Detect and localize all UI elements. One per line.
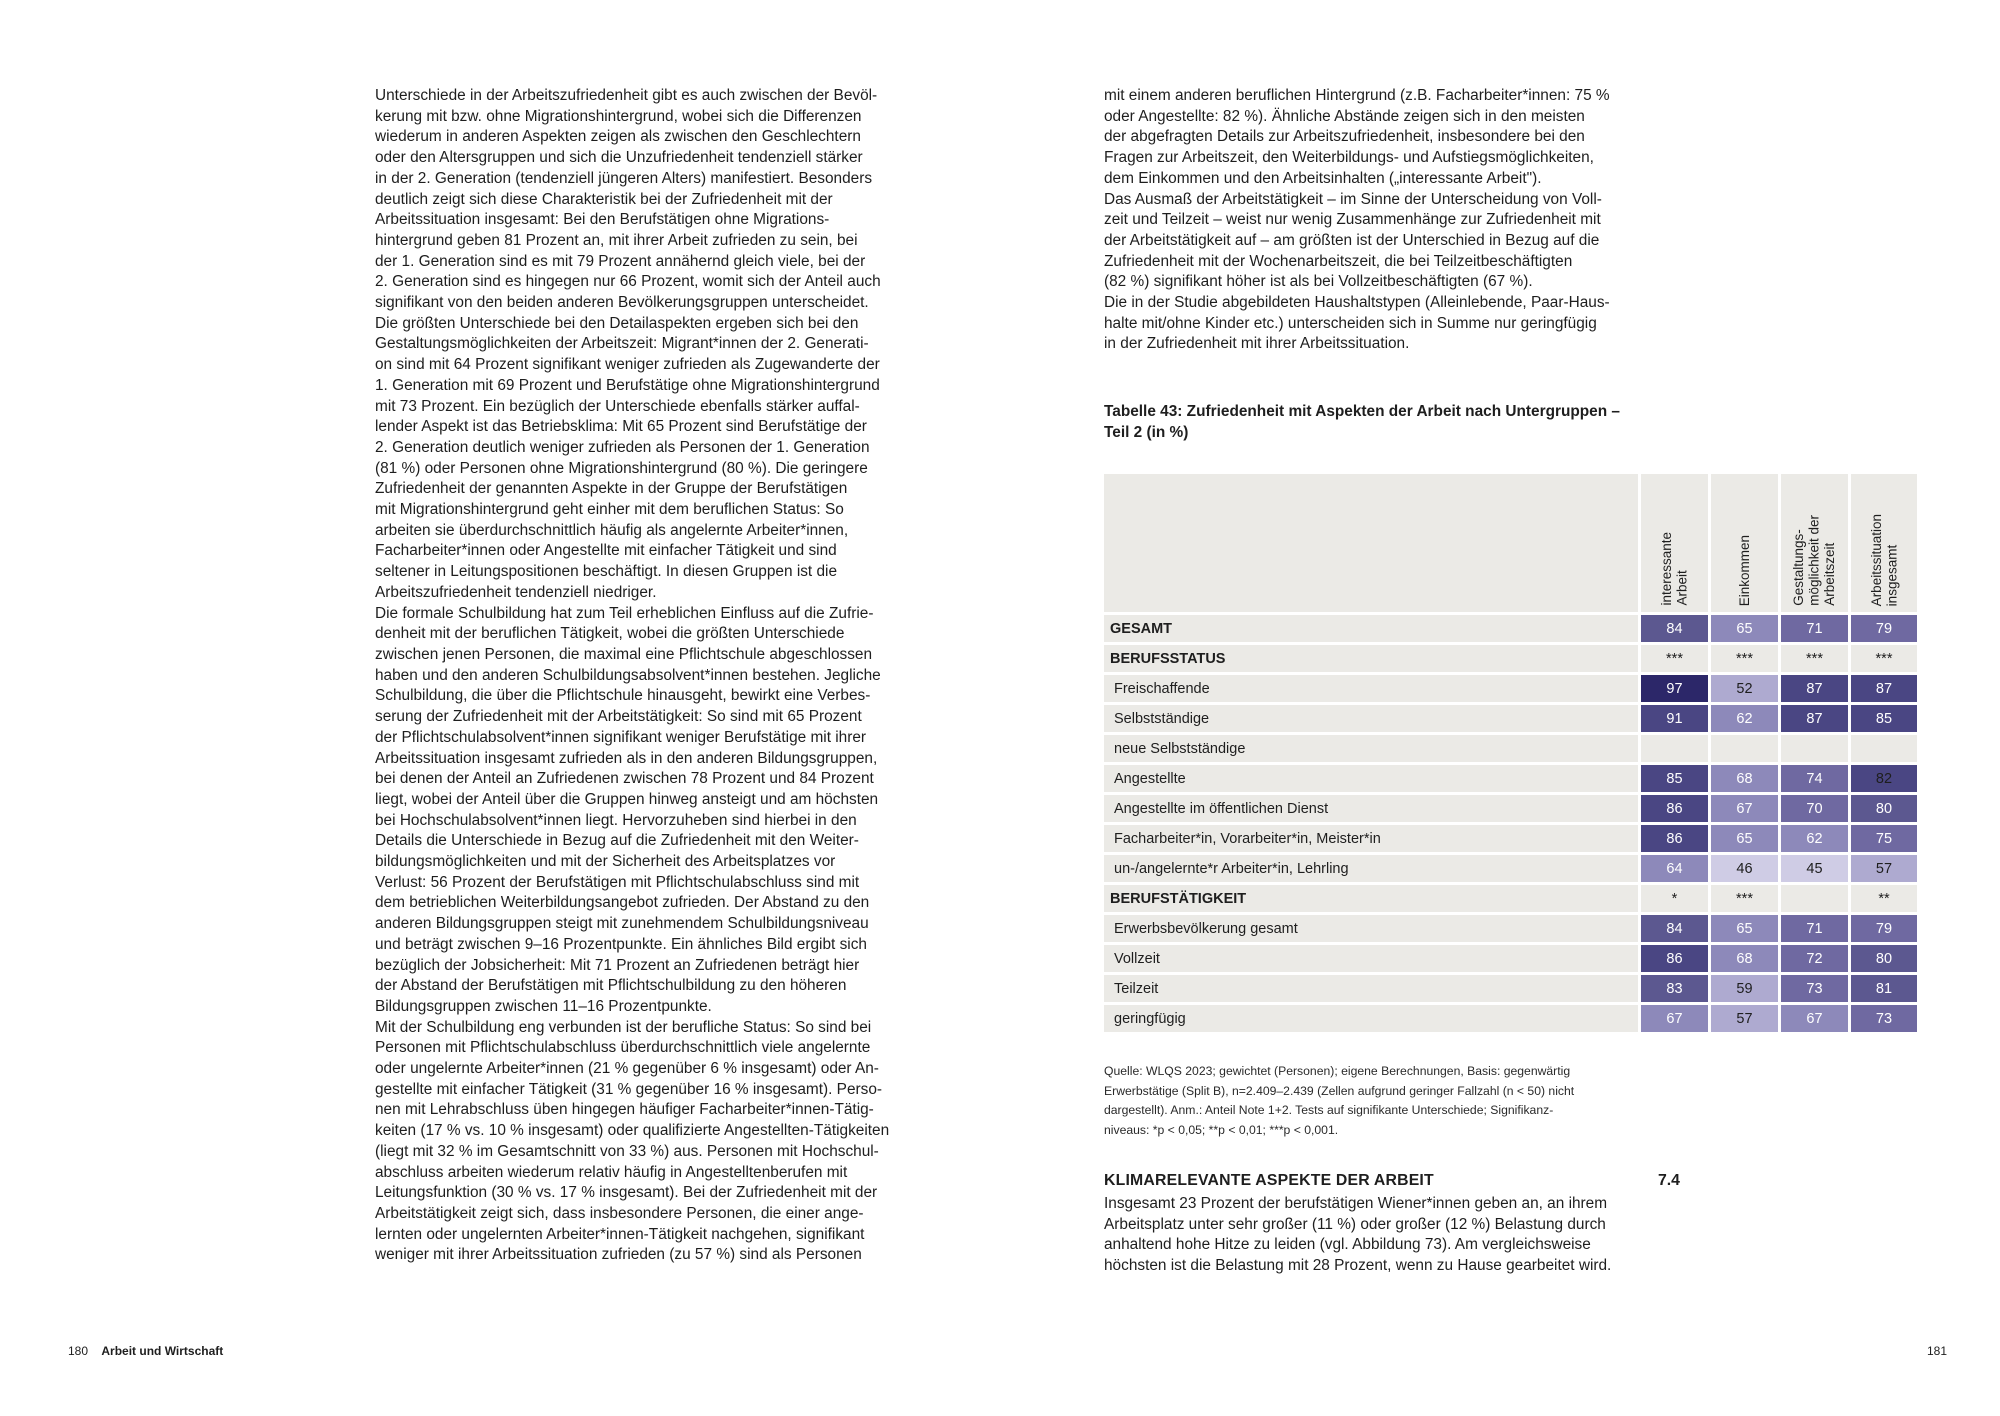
section-line: Arbeitsplatz unter sehr großer (11 %) oder großer (12 %) Belastung durch bbox=[1104, 1215, 1606, 1233]
table-title-line: Teil 2 (in %) bbox=[1104, 424, 1189, 441]
value-cell: 82 bbox=[1851, 765, 1917, 792]
value-cell: 65 bbox=[1711, 615, 1778, 642]
body-line: bezüglich der Jobsicherheit: Mit 71 Prozent an Zufriedenen beträgt hier bbox=[375, 956, 860, 974]
source-line: Quelle: WLQS 2023; gewichtet (Personen); eigene Berechnungen, Basis: gegenwärtig bbox=[1104, 1064, 1571, 1078]
row-label: Teilzeit bbox=[1104, 975, 1638, 1002]
value-cell: *** bbox=[1711, 885, 1778, 912]
row-label: Angestellte im öffentlichen Dienst bbox=[1104, 795, 1638, 822]
body-line: denheit mit der beruflichen Tätigkeit, wobei die größten Unterschiede bbox=[375, 625, 845, 643]
body-line: Die größten Unterschiede bei den Detailaspekten ergeben sich bei den bbox=[375, 314, 859, 332]
value-cell: ** bbox=[1851, 885, 1917, 912]
value-cell: 83 bbox=[1641, 975, 1708, 1002]
body-line: oder ungelernte Arbeiter*innen (21 % gegenüber 6 % insgesamt) oder An- bbox=[375, 1060, 879, 1078]
body-line: mit Migrationshintergrund geht einher mit dem beruflichen Status: So bbox=[375, 501, 844, 519]
body-line: Leitungsfunktion (30 % vs. 17 % insgesamt). Bei der Zufriedenheit mit der bbox=[375, 1184, 878, 1202]
source-line: dargestellt). Anm.: Anteil Note 1+2. Tests auf signifikante Unterschiede; Signifikanz- bbox=[1104, 1103, 1554, 1117]
value-cell: 68 bbox=[1711, 765, 1778, 792]
value-cell: 70 bbox=[1781, 795, 1848, 822]
source-line: Erwerbstätige (Split B), n=2.409–2.439 (Zellen aufgrund geringer Fallzahl (n < 50) nicht bbox=[1104, 1083, 1575, 1098]
body-line: Fragen zur Arbeitszeit, den Weiterbildungs- und Aufstiegsmöglichkeiten, bbox=[1104, 149, 1594, 167]
value-cell: 80 bbox=[1851, 795, 1917, 822]
value-cell: 74 bbox=[1781, 765, 1848, 792]
source-line: niveaus: *p < 0,05; **p < 0,01; ***p < 0,001. bbox=[1104, 1122, 1339, 1137]
body-line: der abgefragten Details zur Arbeitszufriedenheit, insbesondere bei den bbox=[1104, 128, 1585, 146]
body-line: Das Ausmaß der Arbeitstätigkeit – im Sinne der Unterscheidung von Voll- bbox=[1104, 190, 1602, 208]
body-line: dem Einkommen und den Arbeitsinhalten („interessante Arbeit"). bbox=[1104, 169, 1542, 187]
value-cell: 71 bbox=[1781, 615, 1848, 642]
value-cell: 86 bbox=[1641, 945, 1708, 972]
body-line: 2. Generation deutlich weniger zufrieden als Personen der 1. Generation bbox=[375, 438, 870, 456]
body-line: Mit der Schulbildung eng verbunden ist der berufliche Status: So sind bei bbox=[375, 1018, 872, 1036]
value-cell: 81 bbox=[1851, 975, 1917, 1002]
value-cell: 97 bbox=[1641, 675, 1708, 702]
value-cell: 91 bbox=[1641, 705, 1708, 732]
value-cell bbox=[1781, 885, 1848, 912]
value-cell: 85 bbox=[1641, 765, 1708, 792]
value-cell: *** bbox=[1641, 645, 1708, 672]
body-line: nen mit Lehrabschluss üben hingegen häufiger Facharbeiter*innen-Tätig- bbox=[375, 1101, 874, 1119]
body-line: kerung mit bzw. ohne Migrationshintergrund, wobei sich die Differenzen bbox=[375, 107, 862, 125]
satisfaction-table bbox=[1104, 474, 1917, 1032]
table-row bbox=[1104, 615, 1917, 642]
body-line: Die in der Studie abgebildeten Haushaltstypen (Alleinlebende, Paar-Haus- bbox=[1104, 294, 1610, 312]
value-cell: 87 bbox=[1781, 705, 1848, 732]
body-line: hintergrund geben 81 Prozent an, mit ihrer Arbeit zufrieden zu sein, bei bbox=[375, 231, 858, 249]
table-row bbox=[1104, 975, 1917, 1002]
row-label: Selbstständige bbox=[1104, 705, 1638, 732]
column-header-line: Einkommen bbox=[1736, 534, 1752, 606]
body-line: in der 2. Generation (tendenziell jüngeren Alters) manifestiert. Besonders bbox=[375, 169, 873, 187]
page-number-right: 181 bbox=[1927, 1344, 1948, 1358]
value-cell: 67 bbox=[1781, 1005, 1848, 1032]
body-line: oder den Altersgruppen und sich die Unzufriedenheit tendenziell stärker bbox=[375, 149, 863, 167]
value-cell: 57 bbox=[1851, 855, 1917, 882]
value-cell: 84 bbox=[1641, 915, 1708, 942]
body-line: Personen mit Pflichtschulabschluss überdurchschnittlich viele angelernte bbox=[375, 1039, 871, 1057]
body-line: halte mit/ohne Kinder etc.) unterscheiden sich in Summe nur geringfügig bbox=[1104, 314, 1597, 332]
body-line: mit einem anderen beruflichen Hintergrund (z.B. Facharbeiter*innen: 75 % bbox=[1104, 87, 1610, 104]
row-label: Freischaffende bbox=[1104, 675, 1638, 702]
footer-left bbox=[68, 1344, 223, 1358]
table-row bbox=[1104, 795, 1917, 822]
table-row bbox=[1104, 765, 1917, 792]
row-label: Angestellte bbox=[1104, 765, 1638, 792]
table-row bbox=[1104, 705, 1917, 732]
row-label: BERUFSTÄTIGKEIT bbox=[1104, 885, 1638, 912]
body-line: Details die Unterschiede in Bezug auf die Zufriedenheit mit den Weiter- bbox=[375, 832, 859, 850]
table-header-blank bbox=[1104, 474, 1638, 612]
row-label: Facharbeiter*in, Vorarbeiter*in, Meister*in bbox=[1104, 825, 1638, 852]
section-number: 7.4 bbox=[1658, 1172, 1680, 1189]
column-header-line: möglichkeit der bbox=[1806, 515, 1822, 606]
body-line: Gestaltungsmöglichkeiten der Arbeitszeit: Migrant*innen der 2. Generati- bbox=[375, 335, 869, 353]
value-cell bbox=[1851, 735, 1917, 762]
column-header-line: interessante bbox=[1659, 532, 1674, 606]
value-cell: 79 bbox=[1851, 915, 1917, 942]
body-line: Arbeitstätigkeit zeigt sich, dass insbesondere Personen, die einer ange- bbox=[375, 1204, 864, 1222]
body-line: Facharbeiter*innen oder Angestellte mit einfacher Tätigkeit und sind bbox=[375, 542, 837, 560]
table-row bbox=[1104, 825, 1917, 852]
table-row bbox=[1104, 645, 1917, 672]
row-label: BERUFSSTATUS bbox=[1104, 645, 1638, 672]
value-cell: 86 bbox=[1641, 825, 1708, 852]
table-row bbox=[1104, 885, 1917, 912]
value-cell: 52 bbox=[1711, 675, 1778, 702]
value-cell: 59 bbox=[1711, 975, 1778, 1002]
value-cell: 73 bbox=[1781, 975, 1848, 1002]
value-cell: 62 bbox=[1711, 705, 1778, 732]
value-cell: 57 bbox=[1711, 1005, 1778, 1032]
body-line: Arbeitssituation insgesamt: Bei den Berufstätigen ohne Migrations- bbox=[375, 211, 830, 229]
body-line: seltener in Leitungspositionen beschäftigt. In diesen Gruppen ist die bbox=[375, 563, 838, 581]
body-line: 2. Generation sind es hingegen nur 66 Prozent, womit sich der Anteil auch bbox=[375, 273, 881, 291]
column-header-line: Arbeit bbox=[1674, 570, 1690, 606]
body-line: Zufriedenheit der genannten Aspekte in der Gruppe der Berufstätigen bbox=[375, 480, 848, 498]
table-title-line: Tabelle 43: Zufriedenheit mit Aspekten der Arbeit nach Untergruppen – bbox=[1104, 403, 1620, 420]
body-line: zeit und Teilzeit – weist nur wenig Zusammenhänge zur Zufriedenheit mit bbox=[1104, 211, 1601, 229]
value-cell: 87 bbox=[1781, 675, 1848, 702]
body-line: arbeiten sie überdurchschnittlich häufig als angelernte Arbeiter*innen, bbox=[375, 521, 849, 539]
body-line: deutlich zeigt sich diese Charakteristik bei der Zufriedenheit mit der bbox=[375, 190, 833, 208]
value-cell: 46 bbox=[1711, 855, 1778, 882]
value-cell: 86 bbox=[1641, 795, 1708, 822]
body-line: liegt, wobei der Anteil über die Gruppen hinweg ansteigt und am höchsten bbox=[375, 790, 879, 808]
value-cell: 87 bbox=[1851, 675, 1917, 702]
body-line: mit 73 Prozent. Ein bezüglich der Unterschiede ebenfalls stärker auffal- bbox=[375, 397, 860, 415]
value-cell: 68 bbox=[1711, 945, 1778, 972]
value-cell bbox=[1711, 735, 1778, 762]
body-line: haben und den anderen Schulbildungsabsolvent*innen bestehen. Jegliche bbox=[375, 666, 881, 684]
body-line: dem betrieblichen Weiterbildungsangebot zufrieden. Der Abstand zu den bbox=[375, 894, 870, 912]
body-line: (82 %) signifikant höher ist als bei Vollzeitbeschäftigten (67 %). bbox=[1104, 273, 1533, 291]
value-cell: 75 bbox=[1851, 825, 1917, 852]
body-line: weniger mit ihrer Arbeitssituation zufrieden (zu 57 %) sind als Personen bbox=[375, 1246, 862, 1264]
body-line: der 1. Generation sind es mit 79 Prozent annähernd gleich viele, bei der bbox=[375, 252, 866, 270]
value-cell bbox=[1781, 735, 1848, 762]
body-line: Bildungsgruppen zwischen 11–16 Prozentpunkte. bbox=[375, 997, 712, 1015]
column-header bbox=[1641, 474, 1708, 612]
value-cell: 67 bbox=[1641, 1005, 1708, 1032]
column-header bbox=[1711, 474, 1778, 612]
body-line: 1. Generation mit 69 Prozent und Berufstätige ohne Migrationshintergrund bbox=[375, 376, 880, 394]
body-line: wiederum in anderen Aspekten zeigen als zwischen den Geschlechtern bbox=[375, 128, 861, 146]
row-label: Vollzeit bbox=[1104, 945, 1638, 972]
row-label: GESAMT bbox=[1104, 615, 1638, 642]
body-line: gestellte mit einfacher Tätigkeit (31 % gegenüber 16 % insgesamt). Perso- bbox=[375, 1080, 883, 1098]
section-line: höchsten ist die Belastung mit 28 Prozent, wenn zu Hause gearbeitet wird. bbox=[1104, 1257, 1612, 1275]
section-line: Insgesamt 23 Prozent der berufstätigen Wiener*innen geben an, an ihrem bbox=[1104, 1195, 1608, 1212]
right-body-text bbox=[1104, 86, 1634, 355]
column-header-line: Arbeitssituation bbox=[1868, 513, 1884, 606]
body-line: on sind mit 64 Prozent signifikant weniger zufrieden als Zugewanderte der bbox=[375, 356, 880, 374]
value-cell bbox=[1641, 735, 1708, 762]
body-line: Schulbildung, die über die Pflichtschule hinausgeht, bewirkt eine Verbes- bbox=[375, 687, 871, 705]
body-line: abschluss arbeiten wiederum relativ häufig in Angestelltenberufen mit bbox=[375, 1163, 848, 1181]
section-title: KLIMARELEVANTE ASPEKTE DER ARBEIT bbox=[1104, 1172, 1434, 1189]
value-cell: 62 bbox=[1781, 825, 1848, 852]
body-line: bei denen der Anteil an Zufriedenen zwischen 78 Prozent und 84 Prozent bbox=[375, 770, 874, 788]
table-row bbox=[1104, 1005, 1917, 1032]
table-row bbox=[1104, 945, 1917, 972]
body-line: bildungsmöglichkeiten und mit der Sicherheit des Arbeitsplatzes vor bbox=[375, 853, 836, 871]
page-number-left: 180 bbox=[68, 1344, 89, 1358]
row-label: neue Selbstständige bbox=[1104, 735, 1638, 762]
body-line: der Arbeitstätigkeit auf – am größten ist der Unterschied in Bezug auf die bbox=[1104, 231, 1600, 249]
value-cell: 72 bbox=[1781, 945, 1848, 972]
body-line: Verlust: 56 Prozent der Berufstätigen mit Pflichtschulabschluss sind mit bbox=[375, 873, 860, 891]
value-cell: 65 bbox=[1711, 915, 1778, 942]
value-cell: 64 bbox=[1641, 855, 1708, 882]
body-line: Arbeitssituation insgesamt zufrieden als in den anderen Bildungsgruppen, bbox=[375, 749, 878, 767]
value-cell: 79 bbox=[1851, 615, 1917, 642]
body-line: der Pflichtschulabsolvent*innen signifikant weniger Berufstätige mit ihrer bbox=[375, 728, 867, 746]
column-header-line: Gestaltungs- bbox=[1791, 529, 1807, 606]
body-line: bei Hochschulabsolvent*innen liegt. Hervorzuheben sind hierbei in den bbox=[375, 811, 857, 829]
value-cell: *** bbox=[1781, 645, 1848, 672]
column-header bbox=[1781, 474, 1848, 612]
body-line: in der Zufriedenheit mit ihrer Arbeitssituation. bbox=[1104, 335, 1410, 353]
value-cell: 73 bbox=[1851, 1005, 1917, 1032]
value-cell: *** bbox=[1851, 645, 1917, 672]
row-label: Erwerbsbevölkerung gesamt bbox=[1104, 915, 1638, 942]
row-label: geringfügig bbox=[1104, 1005, 1638, 1032]
table-title bbox=[1104, 401, 1664, 443]
value-cell: * bbox=[1641, 885, 1708, 912]
table-row bbox=[1104, 915, 1917, 942]
value-cell: 45 bbox=[1781, 855, 1848, 882]
value-cell: 71 bbox=[1781, 915, 1848, 942]
column-header-line: Arbeitszeit bbox=[1822, 542, 1838, 606]
body-line: anderen Bildungsgruppen steigt mit zunehmendem Schulbildungsniveau bbox=[375, 915, 869, 933]
column-header bbox=[1851, 474, 1917, 612]
table-row bbox=[1104, 855, 1917, 882]
row-label: un-/angelernte*r Arbeiter*in, Lehrling bbox=[1104, 855, 1638, 882]
table-source-note bbox=[1104, 1062, 1664, 1140]
body-line: oder Angestellte: 82 %). Ähnliche Abstände zeigen sich in den meisten bbox=[1104, 107, 1585, 125]
body-line: serung der Zufriedenheit mit der Arbeitstätigkeit: So sind mit 65 Prozent bbox=[375, 708, 862, 726]
body-line: und beträgt zwischen 9–16 Prozentpunkte. Ein ähnliches Bild ergibt sich bbox=[375, 935, 867, 953]
value-cell: 84 bbox=[1641, 615, 1708, 642]
body-line: Arbeitszufriedenheit tendenziell niedriger. bbox=[375, 583, 657, 601]
column-header-line: insgesamt bbox=[1884, 544, 1899, 606]
data-table bbox=[1101, 471, 1920, 1035]
table-row bbox=[1104, 675, 1917, 702]
left-body-text bbox=[375, 86, 910, 1266]
body-line: signifikant von den beiden anderen Bevölkerungsgruppen unterscheidet. bbox=[375, 294, 869, 312]
body-line: lender Aspekt ist das Betriebsklima: Mit 65 Prozent sind Berufstätige der bbox=[375, 418, 867, 436]
body-line: zwischen jenen Personen, die maximal eine Pflichtschule abgeschlossen bbox=[375, 645, 873, 663]
body-line: keiten (17 % vs. 10 % insgesamt) oder qualifizierte Angestellten-Tätigkeiten bbox=[375, 1122, 890, 1140]
value-cell: 67 bbox=[1711, 795, 1778, 822]
value-cell: 80 bbox=[1851, 945, 1917, 972]
body-line: (81 %) oder Personen ohne Migrationshintergrund (80 %). Die geringere bbox=[375, 459, 868, 477]
body-line: Die formale Schulbildung hat zum Teil erheblichen Einfluss auf die Zufrie- bbox=[375, 604, 874, 622]
body-line: Unterschiede in der Arbeitszufriedenheit gibt es auch zwischen der Bevöl- bbox=[375, 87, 878, 104]
body-line: lernten oder ungelernten Arbeiter*innen-Tätigkeit nachgehen, signifikant bbox=[375, 1225, 865, 1243]
section-body-text bbox=[1104, 1194, 1644, 1277]
value-cell: 85 bbox=[1851, 705, 1917, 732]
body-line: (liegt mit 32 % im Gesamtschnitt von 33 %) aus. Personen mit Hochschul- bbox=[375, 1142, 879, 1160]
value-cell: 65 bbox=[1711, 825, 1778, 852]
chapter-title: Arbeit und Wirtschaft bbox=[101, 1344, 224, 1358]
value-cell: *** bbox=[1711, 645, 1778, 672]
section-line: anhaltend hohe Hitze zu leiden (vgl. Abbildung 73). Am vergleichsweise bbox=[1104, 1236, 1591, 1254]
body-line: der Abstand der Berufstätigen mit Pflichtschulbildung zu den höheren bbox=[375, 977, 847, 995]
body-line: Zufriedenheit mit der Wochenarbeitszeit, die bei Teilzeitbeschäftigten bbox=[1104, 252, 1573, 270]
table-row bbox=[1104, 735, 1917, 762]
